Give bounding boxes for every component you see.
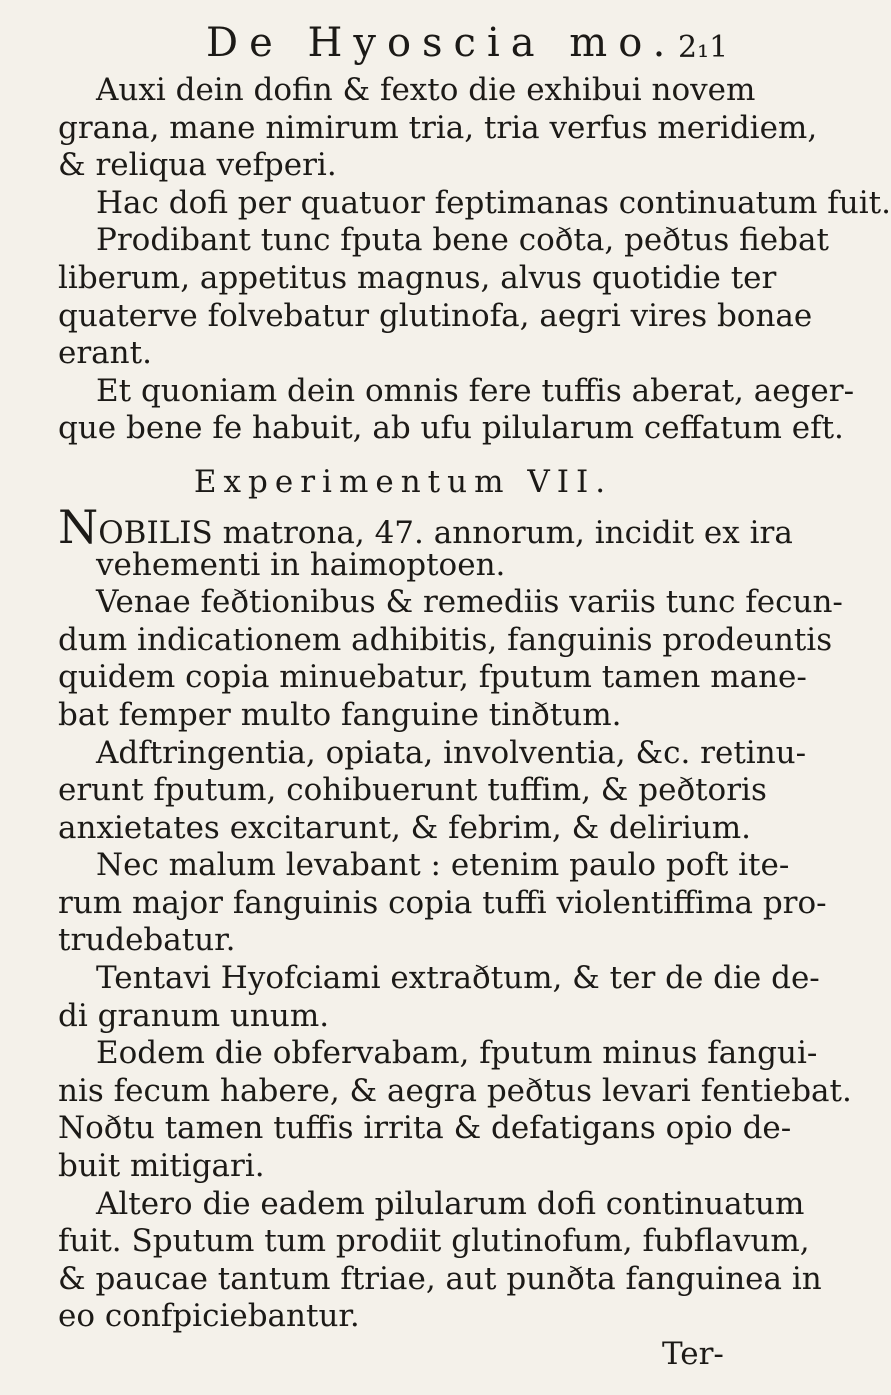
paragraph-line: Venae feðtionibus & remediis variis tunc fecun- <box>96 584 843 621</box>
line-text: OBILIS matrona, 47. annorum, incidit ex ira <box>98 514 793 551</box>
paragraph <box>58 1035 852 1185</box>
paragraphs-after-heading <box>58 584 852 1336</box>
paragraph-line: & reliqua vefperi. <box>58 147 337 184</box>
paragraph-line: buit mitigari. <box>58 1148 265 1185</box>
paragraph-line: vehementi in haimoptoen. <box>96 546 506 583</box>
paragraph-line: di granum unum. <box>58 997 330 1034</box>
paragraph-line: que bene fe habuit, ab ufu pilularum ceffatum eft. <box>58 410 844 447</box>
paragraph-line: eo confpiciebantur. <box>58 1298 360 1335</box>
paragraph-line: quaterve folvebatur glutinofa, aegri vires bonae <box>58 297 813 334</box>
paragraph <box>58 184 891 223</box>
paragraph-line: liberum, appetitus magnus, alvus quotidie ter <box>58 259 777 296</box>
paragraph-line <box>58 499 793 554</box>
paragraph-line: Adftringentia, opiata, involventia, &c. retinu- <box>96 734 807 771</box>
paragraph <box>58 584 843 734</box>
paragraph-line: bat femper multo fanguine tinðtum. <box>58 696 622 733</box>
section-heading: Experimentum VII. <box>193 463 613 500</box>
paragraph <box>58 1185 822 1336</box>
page-number: 2₁1 <box>678 30 729 65</box>
paragraph-line: & paucae tantum ftriae, aut punðta fanguinea in <box>58 1260 822 1297</box>
paragraph-line: fuit. Sputum tum prodiit glutinofum, fubflavum, <box>58 1223 810 1260</box>
paragraph-line: erant. <box>58 335 152 372</box>
paragraph <box>58 960 820 1035</box>
paragraph-line: Tentavi Hyofciami extraðtum, & ter de die de- <box>96 960 820 997</box>
paragraph-line: Prodibant tunc fputa bene coðta, peðtus fiebat <box>96 222 829 259</box>
paragraph-line: Auxi dein dofin & fexto die exhibui novem <box>96 72 756 108</box>
paragraph-line: Eodem die obfervabam, fputum minus fangui- <box>96 1035 818 1072</box>
first-paragraph <box>58 499 793 584</box>
paragraph-line: anxietates excitarunt, & febrim, & delirium. <box>58 809 752 846</box>
paragraph-line: Et quoniam dein omnis fere tuffis aberat, aeger- <box>96 372 855 409</box>
paragraph-line: dum indicationem adhibitis, fanguinis prodeuntis <box>58 621 833 658</box>
paragraph-line: erunt fputum, cohibuerunt tuffim, & peðtoris <box>58 772 767 809</box>
running-title: De Hyoscia mo. <box>206 20 677 66</box>
paragraph-line: Hac dofi per quatuor feptimanas continuatum fuit. <box>96 184 891 221</box>
paragraph <box>58 847 827 960</box>
catchword: Ter- <box>662 1336 724 1372</box>
body-text <box>58 72 891 1336</box>
paragraph-line: trudebatur. <box>58 922 236 959</box>
paragraph-line: Noðtu tamen tuffis irrita & defatigans opio de- <box>58 1110 792 1147</box>
paragraph-line: nis fecum habere, & aegra peðtus levari fentiebat. <box>58 1072 852 1109</box>
page-header <box>0 14 800 74</box>
paragraph-line: quidem copia minuebatur, fputum tamen mane- <box>58 659 807 696</box>
paragraphs-before-heading <box>58 72 891 448</box>
drop-capital: N <box>58 499 99 554</box>
paragraph-line: Altero die eadem pilularum dofi continuatum <box>96 1185 805 1222</box>
paragraph <box>58 72 818 185</box>
paragraph <box>58 222 829 372</box>
paragraph <box>58 372 855 448</box>
paragraph <box>58 734 807 848</box>
paragraph-line: grana, mane nimirum tria, tria verfus meridiem, <box>58 109 818 146</box>
paragraph-line: rum major fanguinis copia tuffi violentiffima pro- <box>58 884 827 921</box>
paragraph-line: Nec malum levabant : etenim paulo poft ite- <box>96 847 790 884</box>
